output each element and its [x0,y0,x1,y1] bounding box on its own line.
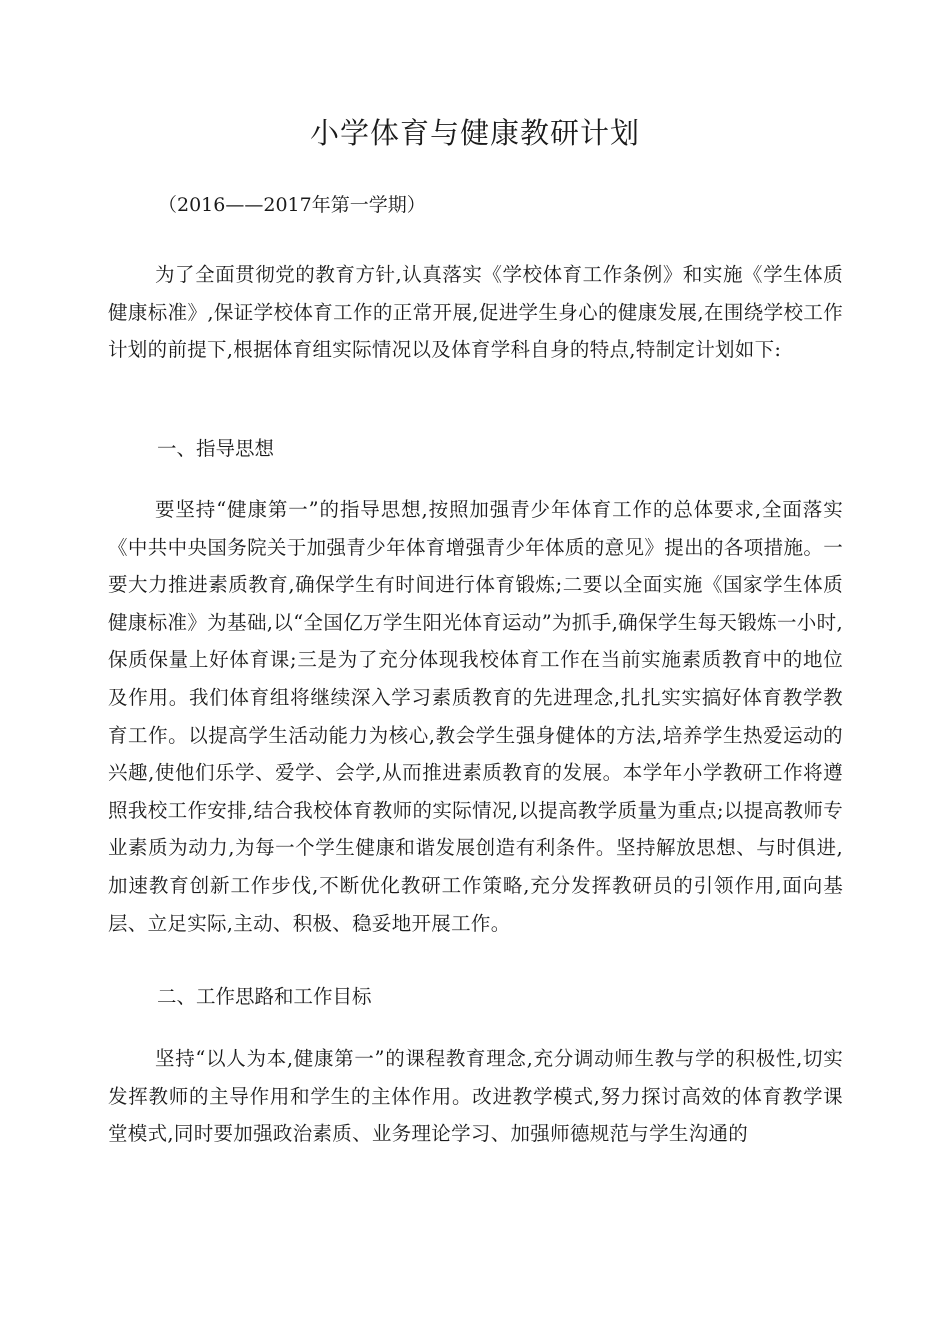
document-subtitle: （2016——2017年第一学期） [158,194,426,216]
section-body-guiding-thought: 要坚持“健康第一”的指导思想,按照加强青少年体育工作的总体要求,全面落实《中共中央国务院关于加强青少年体育增强青少年体质的意见》提出的各项措施。一要大力推进素质教育,确保学生有时间进行体育锻炼;二要以全面实施《国家学生体质健康标准》为基础,以“全国亿万学生阳光体育运动”为抓手,确保学生每天锻炼一小时,保质保量上好体育课;三是为了充分体现我校体育工作在当前实施素质教育中的地位及作用。我们体育组将继续深入学习素质教育的先进理念,扎扎实实搞好体育教学教育工作。以提高学生活动能力为核心,教会学生强身健体的方法,培养学生热爱运动的兴趣,使他们乐学、爱学、会学,从而推进素质教育的发展。本学年小学教研工作将遵照我校工作安排,结合我校体育教师的实际情况,以提高教学质量为重点;以提高教师专业素质为动力,为每一个学生健康和谐发展创造有利条件。坚持解放思想、与时俱进,加速教育创新工作步伐,不断优化教研工作策略,充分发挥教研员的引领作用,面向基层、立足实际,主动、积极、稳妥地开展工作。 [108,498,843,935]
section-heading-guiding-thought: 一、指导思想 [157,437,275,460]
section-heading-work-goals: 二、工作思路和工作目标 [157,985,372,1008]
section-body-work-goals: 坚持“以人为本,健康第一”的课程教育理念,充分调动师生教与学的积极性,切实发挥教师的主导作用和学生的主体作用。改进教学模式,努力探讨高效的体育教学课堂模式,同时要加强政治素质、业务理论学习、加强师德规范与学生沟通的 [108,1047,843,1146]
intro-paragraph: 为了全面贯彻党的教育方针,认真落实《学校体育工作条例》和实施《学生体质健康标准》,保证学校体育工作的正常开展,促进学生身心的健康发展,在围绕学校工作计划的前提下,根据体育组实际情况以及体育学科自身的特点,特制定计划如下: [108,263,843,362]
document-title: 小学体育与健康教研计划 [309,116,640,150]
